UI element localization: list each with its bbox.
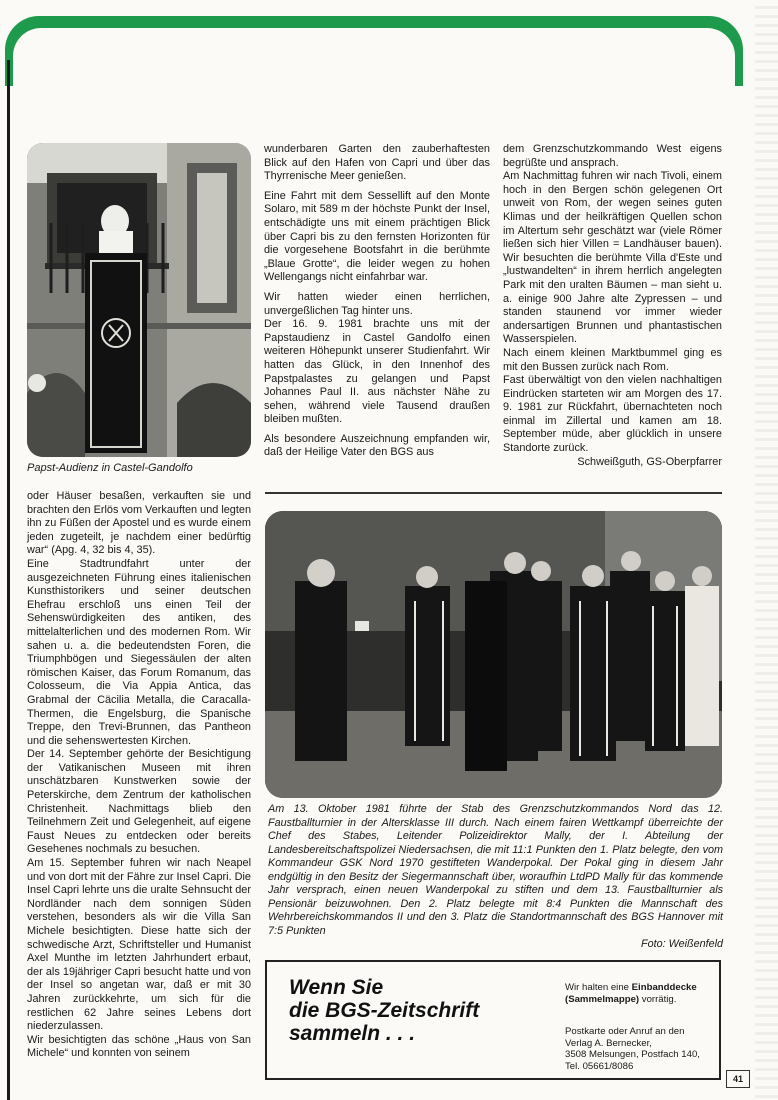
paragraph: Wir hatten wieder einen herrlichen, unvergeßlichen Tag hinter uns. [264,290,490,317]
papal-audience-photo [27,143,251,457]
papal-photo-caption: Papst-Audienz in Castel-Gandolfo [27,462,193,474]
ad-offer-bold: Einbanddecke (Sammelmappe) [565,982,697,1005]
paragraph: oder Häuser besaßen, verkauften sie und brachten den Erlös vom Verkauften und legten ihn zu Füßen der Apostel und es wurde einem jeden zugeteilt, je nachdem einer bedürftig war“ (Apg. 4, 32 bis 4, 35). [27,490,252,557]
paragraph: wunderbaren Garten den zauberhaftesten Blick auf den Hafen von Capri und über das Thyrrenische Meer genießen. [264,143,490,183]
paragraph: Eine Stadtrundfahrt unter der ausgezeichneten Führung eines italienischen Kunsthistorikers und seiner deutschen Ehefrau erschloß uns einen Teil der Sehenswürdigkeiten des antiken, des mittelalterlichen und des modernen Rom. Wir sahen u. a. die bedeutendsten Foren, die Triumphbögen und Siegessäulen der alten römischen Kaiser, das Forum Romanum, das Colosseum, die Via Appia Antica, das Grabmal der Cäcilia Metalla, die Caracalla-Thermen, die Engelsburg, die Spanische Treppe, den Trevi-Brunnen, das Pantheon und die sehenswertesten Kirchen. [27,557,251,747]
ad-headline-line: Wenn Sie [289,976,384,999]
left-margin-rule [7,60,10,1100]
ad-headline-line: die BGS-Zeitschrift [289,999,480,1022]
ad-contact-line: 3508 Melsungen, Postfach 140, [565,1049,700,1060]
section-divider [265,492,722,494]
faustball-photo-caption [268,803,723,952]
text-column-middle [264,143,490,460]
paragraph: Der 16. 9. 1981 brachte uns mit der Papstaudienz in Castel Gandolfo einen weiteren Höhepunkt unserer Studienfahrt. Wir hatten das Glück, in den Innenhof des Papstpalastes zu gelangen und Papst Johannes Paul II. aus nächster Nähe zu sehen, während viele Tausend draußen bleiben mußten. [264,318,490,426]
paragraph: Am 15. September fuhren wir nach Neapel und von dort mit der Fähre zur Insel Capri. Die Insel Capri lehrte uns die uralte Sehnsucht der Nordländer nach dem sonnigen Süden verstehen, besonders als wir die Villa San Michele besichtigten. Diese hatte sich der schwedische Arzt, Schriftsteller und Humanist Axel Munthe im letzten Jahrhundert erbaut, der als 19jähriger Capri besucht hatte und von der Insel so angetan war, daß er mit 30 Jahren zurückkehrte, um sich für die restlichen 62 Jahre seines Lebens dort niederzulassen. [27,857,251,1033]
faustball-award-photo [265,511,722,798]
subscription-ad-box [265,960,721,1080]
papal-audience-illustration [27,143,251,457]
paragraph: Der 14. September gehörte der Besichtigung der Vatikanischen Museen mit ihren unschätzbaren Kunstwerken sowie der Peterskirche, dem Zentrum der katholischen Christenheit. Nachmittags blieb den Teilnehmern Zeit und Gelegenheit, auf eigene Faust Neues zu entdecken oder bereits Gesehenes nochmals zu besuchen. [27,748,251,856]
ad-offer-suffix: vorrätig. [639,994,677,1005]
scan-edge [755,0,778,1100]
text-column-left [27,490,251,1061]
paragraph: Eine Fahrt mit dem Sessellift auf den Monte Solaro, mit 589 m der höchste Punkt der Insel, entschädigte uns mit einem prächtigen Blick über Capri bis zu den fernsten Horizonten für die vorgesehene Bootsfahrt in die berühmte „Blaue Grotte“, die leider wegen zu hohen Wellengangs nicht einfahrbar war. [264,189,490,284]
ad-headline [289,976,479,1045]
ad-contact-line: Postkarte oder Anruf an den [565,1026,685,1037]
faustball-award-illustration [265,511,722,798]
text-column-right [503,143,722,469]
page-number: 41 [726,1070,750,1088]
paragraph: Wir besichtigten das schöne „Haus von San Michele“ und konnten von seinem [27,1033,251,1060]
paragraph: Nach einem kleinen Marktbummel ging es mit den Bussen zurück nach Rom. [503,346,722,373]
header-band-inner [13,28,735,88]
author-signature: Schweißguth, GS-Oberpfarrer [577,455,722,468]
paragraph: dem Grenzschutzkommando West eigens begrüßte und ansprach. [503,143,722,169]
ad-contact-info [565,1026,715,1072]
ad-contact-line: Verlag A. Bernecker, [565,1037,652,1049]
ad-contact-line: Tel. 05661/8086 [565,1060,634,1072]
ad-offer-text [565,982,715,1006]
caption-text: Am 13. Oktober 1981 führte der Stab des Grenzschutzkommandos Nord das 12. Faustballturnier in der Altersklasse III durch. Nach einem fairen Wettkampf überreichte der Chef des Stabes, Leitender Polizeidirektor Mally, der I. Abteilung der Landesbereitschaftspolizei Niedersachsen, die mit 11:1 Punkten den 1. Platz belegte, den vom Kommandeur GSK Nord 1970 gestifteten Wanderpokal. Der Pokal ging in diesem Jahr endgültig in den Besitz der Siegermannschaft über, woraufhin LtdPD Mally für das kommende Jahr versprach, einen neuen Wanderpokal zu stiften und dem 13. Faustballturnier als Pensionär beizuwohnen. Den 2. Platz belegte mit 8:4 Punkten die Mannschaft des Wehrbereichskommandos II und den 3. Platz die Standortmannschaft des BGS Hannover mit 7:5 Punkten [268,803,723,937]
paragraph: Fast überwältigt von den vielen nachhaltigen Eindrücken starteten wir am Morgen des 17. 9. 1981 zur Rückfahrt, übernachteten noch einmal im Zillertal und kamen am 18. September müde, aber glücklich in unsere Standorte zurück. [503,374,722,455]
paragraph: Am Nachmittag fuhren wir nach Tivoli, einem hoch in den Bergen schön gelegenen Ort unweit von Rom, der wegen seines guten Klimas und der heilkräftigen Quellen schon im Altertum sehr geschätzt war (viele Römer ließen sich hier Villen = Landhäuser bauen). Wir besuchten die berühmte Villa d'Este und „lustwandelten“ in ihrem herrlich angelegten Park mit den uralten Bäumen – man sieht u. a. einige 900 Jahre alte Zypressen – und standen staunend vor immer wieder andersartigen Brunnen und phantastischen Wasserspielen. [503,170,722,346]
photo-credit: Foto: Weißenfeld [640,938,723,950]
paragraph: Als besondere Auszeichnung empfanden wir, daß der Heilige Vater den BGS aus [264,432,490,459]
ad-headline-line: sammeln . . . [289,1022,416,1045]
ad-offer-prefix: Wir halten eine [565,982,632,993]
